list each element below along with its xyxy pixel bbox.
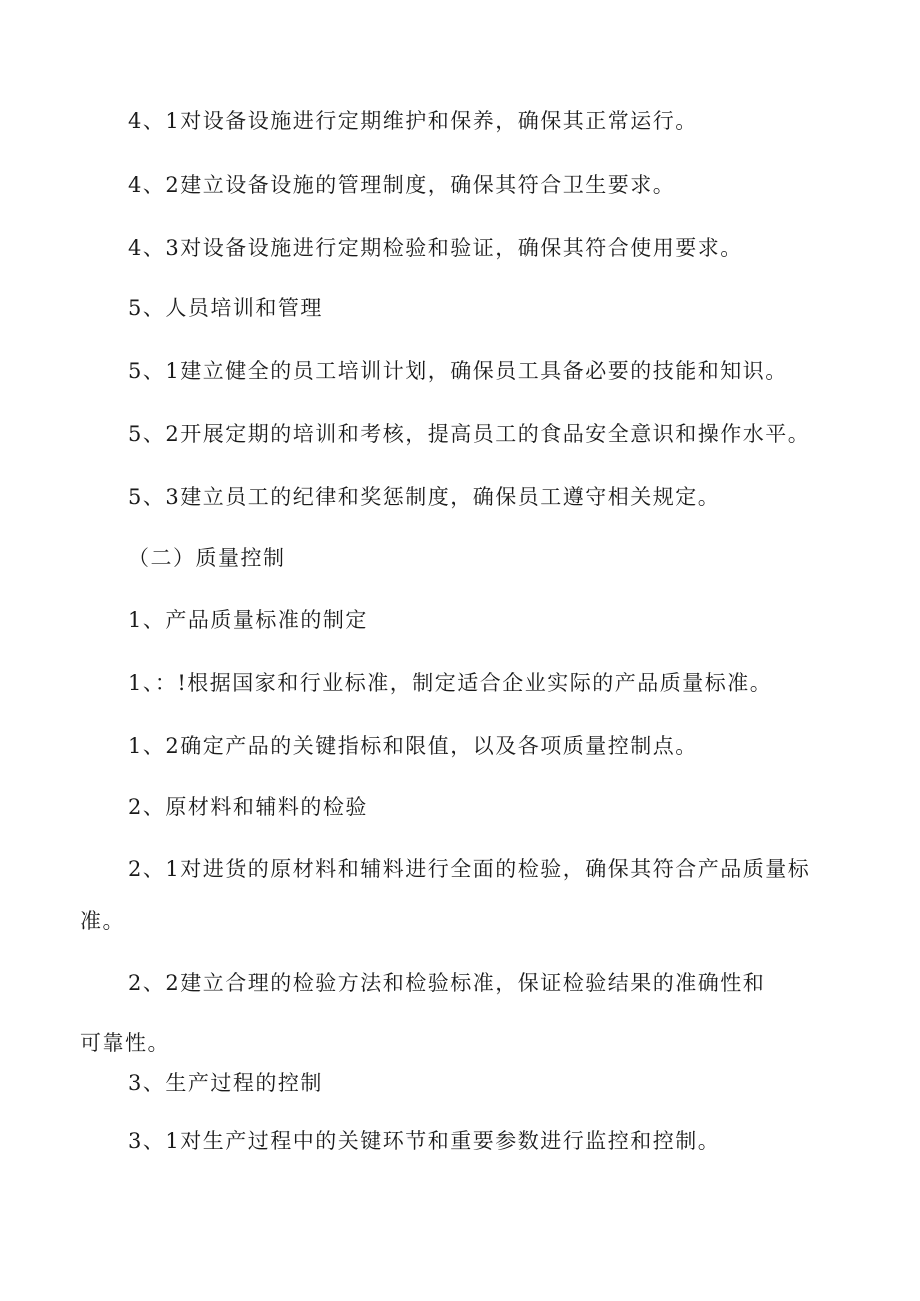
paragraph-4-2: 4、2建立设备设施的管理制度，确保其符合卫生要求。 <box>128 173 676 197</box>
paragraph-2-1-continued: 准。 <box>80 909 125 933</box>
paragraph-3-1: 3、1对生产过程中的关键环节和重要参数进行监控和控制。 <box>128 1129 721 1153</box>
paragraph-2-2-continued: 可靠性。 <box>80 1031 170 1055</box>
section-heading-quality-control: （二）质量控制 <box>128 546 286 570</box>
section-heading-3: 3、生产过程的控制 <box>128 1071 323 1095</box>
paragraph-4-3: 4、3对设备设施进行定期检验和验证，确保其符合使用要求。 <box>128 236 743 260</box>
paragraph-4-1: 4、1对设备设施进行定期维护和保养，确保其正常运行。 <box>128 109 698 133</box>
section-heading-5: 5、人员培训和管理 <box>128 296 323 320</box>
paragraph-1-2: 1、2确定产品的关键指标和限值，以及各项质量控制点。 <box>128 734 698 758</box>
paragraph-2-1: 2、1对进货的原材料和辅料进行全面的检验，确保其符合产品质量标 <box>128 857 811 881</box>
paragraph-5-2: 5、2开展定期的培训和考核，提高员工的食品安全意识和操作水平。 <box>128 422 811 446</box>
section-heading-1: 1、产品质量标准的制定 <box>128 608 368 632</box>
paragraph-5-1: 5、1建立健全的员工培训计划，确保员工具备必要的技能和知识。 <box>128 359 788 383</box>
paragraph-2-2: 2、2建立合理的检验方法和检验标准，保证检验结果的准确性和 <box>128 971 766 995</box>
paragraph-1-1: 1、：!根据国家和行业标准，制定适合企业实际的产品质量标准。 <box>128 671 773 695</box>
paragraph-5-3: 5、3建立员工的纪律和奖惩制度，确保员工遵守相关规定。 <box>128 485 721 509</box>
section-heading-2: 2、原材料和辅料的检验 <box>128 795 368 819</box>
